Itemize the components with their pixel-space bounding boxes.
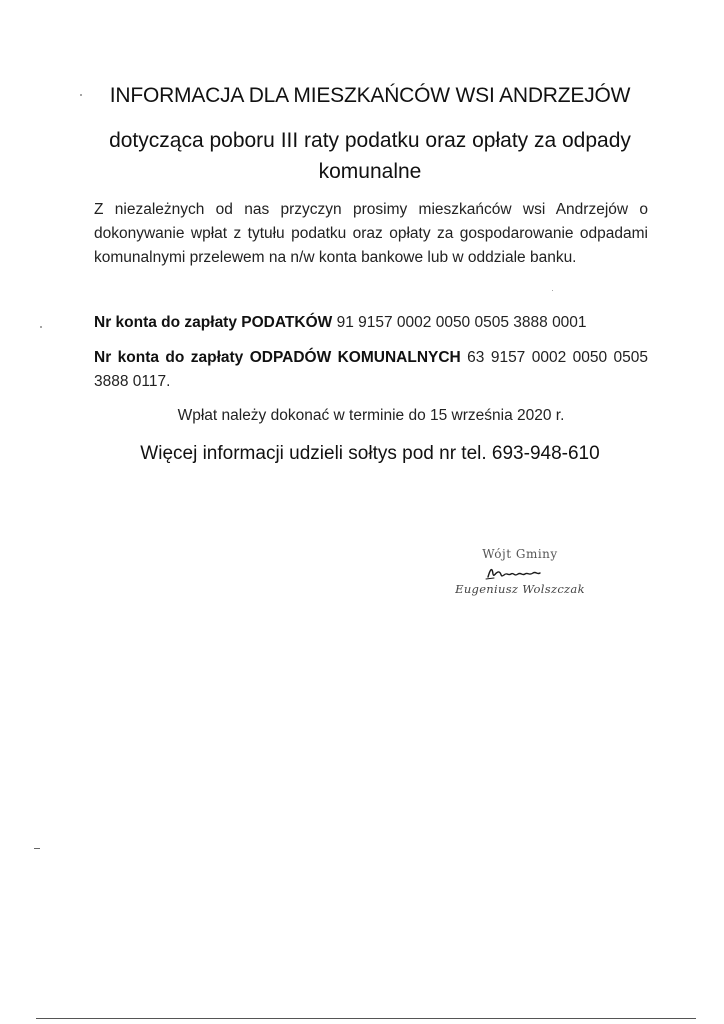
handwritten-signature (480, 562, 560, 582)
contact-info: Więcej informacji udzieli sołtys pod nr tel. 693-948-610 (140, 443, 600, 464)
scan-speck (80, 94, 82, 96)
document-subtitle: dotycząca poboru III raty podatku oraz opłaty za odpady komunalne (109, 129, 631, 183)
deadline-text: Wpłat należy dokonać w terminie do 15 września 2020 r. (177, 407, 565, 424)
stamp-name: Eugeniusz Wolszczak (455, 582, 585, 596)
bottom-edge-line (36, 1018, 696, 1019)
waste-account-line (94, 346, 648, 394)
edge-mark (34, 848, 40, 849)
waste-account-number: 63 9157 0002 0050 0505 3888 0117. (94, 349, 648, 390)
tax-account-line (94, 311, 648, 335)
tax-account-label: Nr konta do zapłaty PODATKÓW (94, 314, 333, 331)
tax-account-number: 91 9157 0002 0050 0505 3888 0001 (336, 314, 587, 331)
stamp-title: Wójt Gminy (482, 547, 558, 561)
official-stamp (440, 546, 600, 596)
scan-speck (40, 326, 42, 328)
scan-speck (552, 290, 553, 291)
document-title: INFORMACJA DLA MIESZKAŃCÓW WSI ANDRZEJÓW (109, 84, 631, 107)
intro-paragraph: Z niezależnych od nas przyczyn prosimy mieszkańców wsi Andrzejów o dokonywanie wpłat z tytułu podatku oraz opłaty za gospodarowanie odpadami komunalnymi przelewem na n/w konta bankowe lub w oddziale banku. (94, 201, 648, 266)
waste-account-label: Nr konta do zapłaty ODPADÓW KOMUNALNYCH (94, 349, 461, 366)
